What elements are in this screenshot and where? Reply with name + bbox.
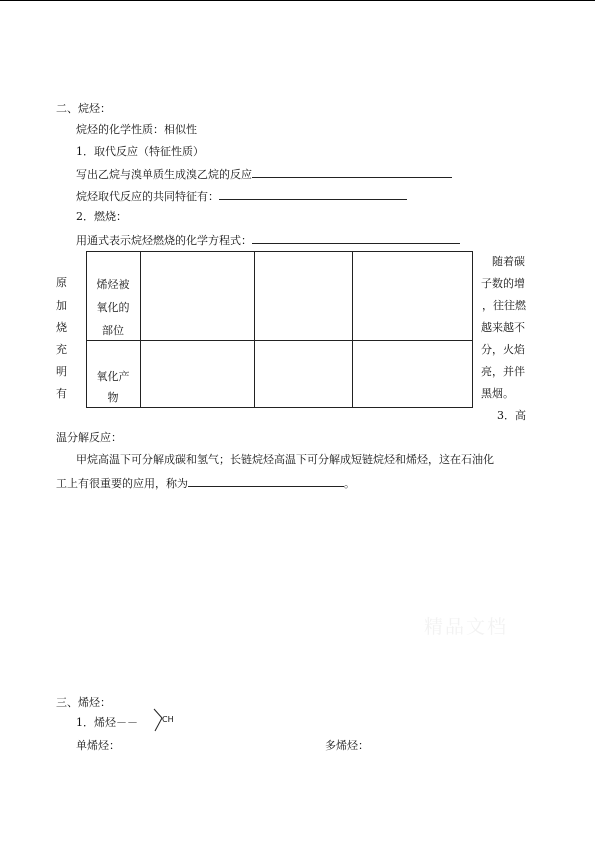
- chem-properties-line: 烷烃的化学性质：相似性: [76, 123, 197, 136]
- question3-text: 用通式表示烷烃燃烧的化学方程式：: [76, 234, 252, 247]
- section3-heading: 三、烯烃：: [56, 696, 111, 709]
- top-border-line: [0, 0, 595, 1]
- table-cell-answer[interactable]: [141, 341, 254, 407]
- cracking-paragraph-line2: [56, 476, 355, 489]
- table-cell-answer[interactable]: [353, 252, 472, 340]
- left-vertical-char: 充: [56, 343, 67, 356]
- table-cell-answer[interactable]: [255, 252, 352, 340]
- question2-line: [76, 189, 407, 202]
- item3-heading: 温分解反应：: [56, 431, 122, 444]
- answer-blank-2[interactable]: [219, 189, 407, 200]
- right-side-text: 越来越不: [481, 321, 525, 334]
- table-cell-answer[interactable]: [353, 341, 472, 407]
- right-side-text: 随着碳: [492, 255, 525, 268]
- polyene-label: 多烯烃：: [325, 739, 369, 752]
- item1-substitution: 1．取代反应（特征性质）: [76, 145, 204, 158]
- right-side-text: 亮，并伴: [481, 365, 525, 378]
- table-header-row1-line1: 烯烃被: [96, 278, 130, 291]
- right-side-text: 分，火焰: [481, 343, 525, 356]
- table-header-row2-line2: 物: [107, 391, 119, 404]
- table-header-row2-line1: 氧化产: [96, 370, 130, 383]
- section3-item1: 1．烯烃－－: [76, 716, 138, 729]
- table-header-row1-line3: 部位: [102, 324, 124, 337]
- monoene-label: 单烯烃：: [76, 739, 120, 752]
- right-side-text: ，往往燃: [482, 299, 526, 312]
- right-side-text: 黑烟。: [481, 387, 514, 400]
- table-cell-answer[interactable]: [255, 341, 352, 407]
- left-vertical-char: 烧: [56, 321, 67, 334]
- item2-combustion: 2．燃烧：: [76, 210, 127, 223]
- cracking-paragraph-end: 。: [344, 477, 355, 490]
- question1-line: [76, 167, 452, 180]
- left-vertical-char: 明: [56, 365, 67, 378]
- molecule-structure: [150, 708, 180, 734]
- item3-number: 3．高: [497, 409, 526, 422]
- cracking-paragraph-line1: 甲烷高温下可分解成碳和氢气；长链烷烃高温下可分解成短链烷烃和烯烃，这在石油化: [76, 453, 494, 466]
- table-cell-answer[interactable]: [141, 252, 254, 340]
- answer-blank-1[interactable]: [252, 167, 452, 178]
- answer-blank-4[interactable]: [188, 476, 344, 487]
- watermark: 精品文档: [424, 616, 509, 638]
- question2-text: 烷烃取代反应的共同特征有：: [76, 190, 219, 203]
- left-vertical-char: 原: [56, 276, 67, 289]
- left-vertical-char: 加: [56, 299, 67, 312]
- right-side-text: 子数的增: [481, 277, 525, 290]
- ch-label: CH: [162, 715, 174, 724]
- question1-text: 写出乙烷与溴单质生成溴乙烷的反应: [76, 168, 252, 181]
- question3-line: [76, 233, 460, 246]
- cracking-paragraph-start: 工上有很重要的应用，称为: [56, 477, 188, 490]
- answer-blank-3[interactable]: [252, 233, 460, 244]
- section2-heading: 二、烷烃：: [56, 102, 111, 115]
- table-header-row1-line2: 氧化的: [96, 301, 130, 314]
- left-vertical-char: 有: [56, 387, 67, 400]
